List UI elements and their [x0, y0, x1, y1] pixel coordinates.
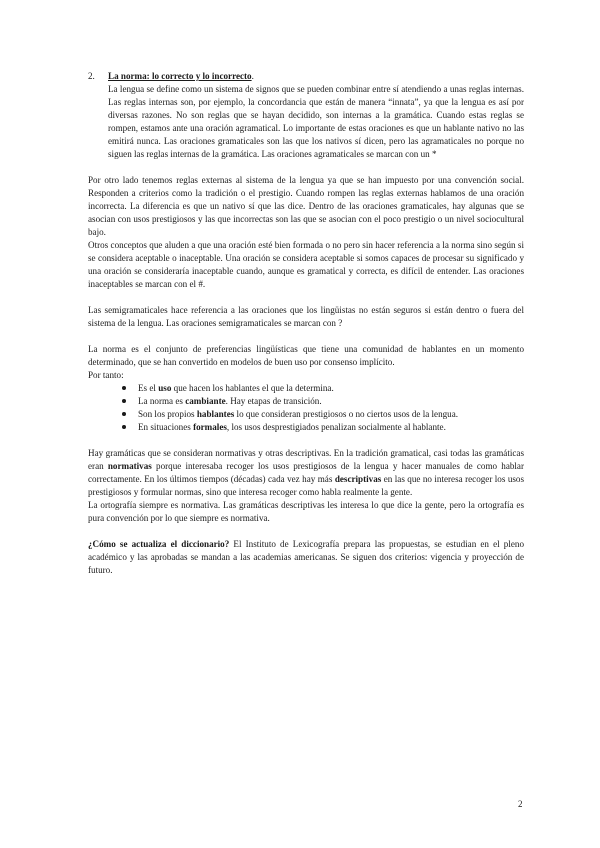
bullet-bold-text: hablantes [196, 409, 235, 419]
bullet-text: En situaciones [138, 422, 194, 432]
paragraph-gap [88, 291, 524, 304]
bold-term-descriptivas: descriptivas [334, 474, 382, 484]
paragraph-gap [108, 161, 524, 174]
list-item [122, 395, 524, 408]
por-tanto-label: Por tanto: [88, 370, 124, 380]
bullet-text: Son los propios [138, 409, 197, 419]
paragraph-orthography: La ortografía siempre es normativa. Las gramáticas descriptivas les interesa lo que dice la gente, pero la ortografía es pura convención por lo que siempre es normativa. [88, 500, 524, 523]
paragraph-gap [88, 330, 524, 343]
section-title-period: . [251, 71, 254, 81]
bullet-bold-text: uso [158, 383, 172, 393]
bullet-text: Es el [138, 383, 159, 393]
paragraph-gap [88, 434, 524, 447]
paragraph-acceptability: Otros conceptos que aluden a que una oración esté bien formada o no pero sin hacer referencia a la norma sino según si se considera aceptable o inaceptable. Una oración se considera aceptable si somos capaces de procesar su significado y una oración se consideraría inaceptable cuando, aunque es gramatical y correcta, es difícil de entender. Las oraciones inaceptables se marcan con el #. [88, 240, 524, 289]
section-title: La norma: lo correcto y lo incorrecto [108, 71, 252, 81]
list-item [122, 421, 524, 434]
bold-term-normativas: normativas [107, 461, 152, 471]
text-run: Hay gramáticas que se consideran normativas y otras descriptivas. En la tradición gramatical, casi todas las gramáticas eran [88, 448, 524, 471]
paragraph-dictionary [88, 538, 524, 577]
bullet-bold-text: formales [193, 422, 227, 432]
paragraph-norm-definition: La norma es el conjunto de preferencias lingüísticas que tiene una comunidad de hablantes en un momento determinado, que se han convertido en modelos de buen uso por consenso implícito. [88, 344, 524, 367]
bullet-text: , los usos desprestigiados penalizan socialmente al hablante. [226, 422, 446, 432]
norm-bullet-list [88, 382, 524, 434]
bullet-bold-text: cambiante [185, 396, 226, 406]
section-heading [88, 70, 524, 83]
bullet-text: que hacen los hablantes el que la determina. [171, 383, 334, 393]
bullet-text: . Hay etapas de transición. [225, 396, 322, 406]
dictionary-question: ¿Cómo se actualiza el diccionario? [88, 539, 230, 549]
list-item [122, 408, 524, 421]
section-number: 2. [88, 71, 95, 81]
list-item [122, 382, 524, 395]
page-content [88, 70, 524, 577]
page-number: 2 [518, 799, 523, 809]
bullet-text: lo que consideran prestigiosos o no ciertos usos de la lengua. [234, 409, 459, 419]
paragraph-semigrammatical: Las semigramaticales hace referencia a las oraciones que los lingüistas no están seguros si están dentro o fuera del sistema de la lengua. Las oraciones semigramaticales se marcan con ? [88, 305, 524, 328]
bullet-text: La norma es [138, 396, 186, 406]
paragraph-grammar-types [88, 447, 524, 499]
dictionary-answer: El Instituto de Lexicografía prepara las propuestas, se estudian en el pleno académico y las aprobadas se mandan a las academias americanas. Se siguen dos criterios: vigencia y proyección de futuro. [88, 539, 525, 575]
text-run: en las que no interesa recoger los usos prestigiosos y formular normas, sino que interesa recoger como habla realmente la gente. [88, 474, 525, 497]
paragraph-internal-rules: La lengua se define como un sistema de signos que se pueden combinar entre sí atendiendo a unas reglas internas. Las reglas internas son, por ejemplo, la concordancia que están de manera “innata”, ya que la lengua es así por diversas razones. No son reglas que se hayan decidido, son internas a la gramática. Cuando estas reglas se rompen, estamos ante una oración agramatical. Lo importante de estas oraciones es que un hablante nativo no las emitirá nunca. Las oraciones gramaticales son las que los nativos sí dicen, pero las agramaticales no porque no siguen las reglas internas de la gramática. Las oraciones agramaticales se marcan con un * [108, 84, 524, 159]
section-body [88, 83, 524, 174]
paragraph-gap [88, 525, 524, 538]
paragraph-external-rules: Por otro lado tenemos reglas externas al sistema de la lengua ya que se han impuesto por una convención social. Responden a criterios como la tradición o el prestigio. Cuando rompen las reglas externas hablamos de una oración incorrecta. La diferencia es que un nativo sí que las dice. Dentro de las oraciones gramaticales, hay algunas que se asocian con usos prestigiosos y las que incorrectas son las que se asocian con el poco prestigio o un nivel sociocultural bajo. [88, 175, 524, 237]
text-run: porque interesaba recoger los usos prestigiosos de la lengua y hacer manuales de como hablar correctamente. En los últimos tiempos (décadas) cada vez hay más [88, 461, 525, 484]
